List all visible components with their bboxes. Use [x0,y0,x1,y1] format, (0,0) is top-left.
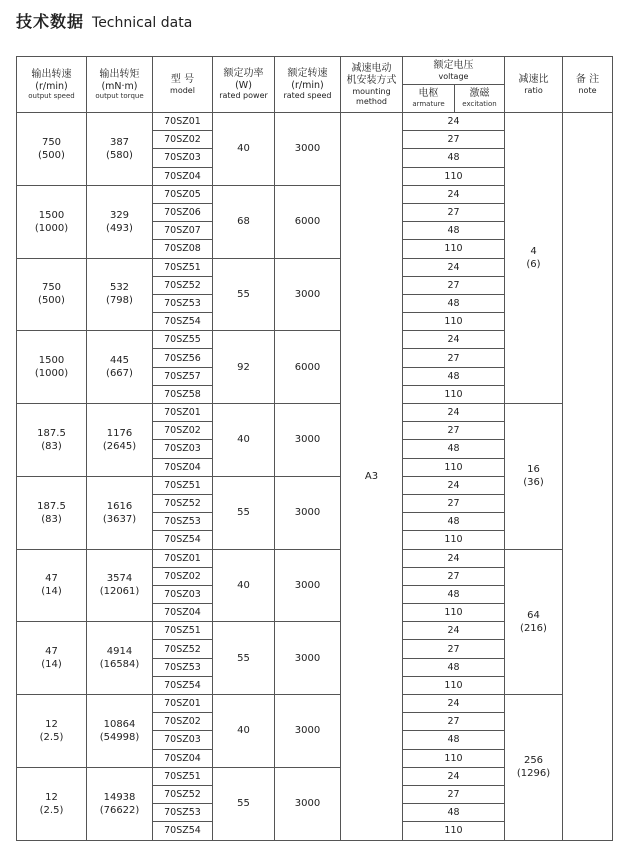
model-cell: 70SZ01 [153,549,213,567]
output-torque-cell [87,476,153,549]
model-cell: 70SZ52 [153,785,213,803]
output-torque-alt: (76622) [99,804,140,816]
armature-voltage-cell: 110 [403,385,505,403]
output-torque-cell [87,113,153,186]
model-cell: 70SZ01 [153,404,213,422]
armature-voltage-cell: 48 [403,149,505,167]
ratio-value: 4 [530,246,537,257]
output-speed-alt: (83) [41,513,62,525]
ratio-alt: (216) [520,622,547,634]
output-torque-cell [87,185,153,258]
output-torque-value: 14938 [103,791,136,803]
rated-speed-cell: 6000 [275,331,341,404]
output-torque-value: 10864 [103,718,136,730]
output-speed-alt: (83) [41,440,62,452]
output-speed-alt: (500) [38,295,65,307]
output-speed-alt: (2.5) [39,731,64,743]
armature-voltage-cell: 27 [403,640,505,658]
armature-voltage-cell: 110 [403,604,505,622]
header-excitation: 激磁 excitation [455,85,505,113]
output-torque-value: 532 [109,282,130,294]
title-chinese: 技术数据 [16,12,85,31]
armature-voltage-cell: 48 [403,804,505,822]
armature-voltage-cell: 48 [403,367,505,385]
output-speed-cell [17,549,87,622]
model-cell: 70SZ03 [153,731,213,749]
model-cell: 70SZ51 [153,767,213,785]
output-speed-cell [17,476,87,549]
armature-voltage-cell: 24 [403,549,505,567]
ratio-alt: (6) [526,259,541,270]
armature-voltage-cell: 27 [403,567,505,585]
output-speed-cell [17,404,87,477]
armature-voltage-cell: 110 [403,749,505,767]
ratio-cell [505,113,563,404]
armature-voltage-cell: 48 [403,585,505,603]
output-torque-value: 4914 [106,646,133,658]
model-cell: 70SZ01 [153,695,213,713]
model-cell: 70SZ04 [153,604,213,622]
rated-speed-cell: 3000 [275,549,341,622]
armature-voltage-cell: 27 [403,203,505,221]
output-speed-alt: (14) [41,586,62,598]
output-speed-value: 750 [41,282,62,294]
header-armature: 电枢 armature [403,85,455,113]
armature-voltage-cell: 110 [403,313,505,331]
output-speed-value: 750 [41,136,62,148]
ratio-cell [505,549,563,695]
model-cell: 70SZ04 [153,458,213,476]
output-speed-cell [17,113,87,186]
armature-voltage-cell: 110 [403,676,505,694]
rated-speed-cell: 3000 [275,622,341,695]
armature-voltage-cell: 27 [403,422,505,440]
model-cell: 70SZ06 [153,203,213,221]
armature-voltage-cell: 24 [403,622,505,640]
ratio-value: 64 [527,609,540,621]
ratio-alt: (36) [523,477,544,489]
model-cell: 70SZ54 [153,676,213,694]
output-speed-value: 1500 [38,355,65,367]
model-cell: 70SZ51 [153,476,213,494]
table-row [17,549,613,567]
model-cell: 70SZ01 [153,113,213,131]
armature-voltage-cell: 24 [403,258,505,276]
output-speed-alt: (1000) [34,222,69,234]
output-torque-value: 329 [109,209,130,221]
output-speed-value: 47 [45,573,58,585]
armature-voltage-cell: 48 [403,294,505,312]
output-speed-alt: (1000) [34,368,69,380]
model-cell: 70SZ54 [153,822,213,840]
output-speed-cell [17,331,87,404]
output-speed-cell [17,622,87,695]
page-title [16,9,192,33]
output-torque-value: 387 [109,136,130,148]
rated-power-cell: 40 [213,695,275,768]
output-torque-value: 1616 [106,500,133,512]
model-cell: 70SZ05 [153,185,213,203]
header-rated-power: 额定功率 (W) rated power [213,57,275,113]
rated-speed-cell: 3000 [275,404,341,477]
rated-speed-cell: 3000 [275,258,341,331]
rated-power-cell: 92 [213,331,275,404]
output-speed-cell [17,185,87,258]
ratio-cell [505,695,563,841]
output-torque-alt: (2645) [102,440,137,452]
model-cell: 70SZ02 [153,422,213,440]
header-output-torque: 输出转矩 (mN·m) output torque [87,57,153,113]
armature-voltage-cell: 24 [403,331,505,349]
armature-voltage-cell: 48 [403,222,505,240]
output-torque-cell [87,258,153,331]
armature-voltage-cell: 24 [403,476,505,494]
rated-power-cell: 68 [213,185,275,258]
output-torque-value: 3574 [106,573,133,585]
armature-voltage-cell: 48 [403,513,505,531]
armature-voltage-cell: 110 [403,240,505,258]
model-cell: 70SZ57 [153,367,213,385]
note-cell [563,113,613,841]
ratio-alt: (1296) [516,768,551,780]
armature-voltage-cell: 27 [403,276,505,294]
armature-voltage-cell: 27 [403,785,505,803]
output-torque-alt: (3637) [102,513,137,525]
armature-voltage-cell: 27 [403,349,505,367]
rated-power-cell: 40 [213,113,275,186]
output-torque-cell [87,331,153,404]
armature-voltage-cell: 48 [403,658,505,676]
model-cell: 70SZ54 [153,531,213,549]
model-cell: 70SZ51 [153,258,213,276]
rated-power-cell: 55 [213,622,275,695]
output-speed-cell [17,258,87,331]
output-torque-value: 445 [109,355,130,367]
output-torque-alt: (580) [106,149,133,161]
armature-voltage-cell: 24 [403,695,505,713]
rated-speed-cell: 3000 [275,476,341,549]
rated-power-cell: 40 [213,549,275,622]
armature-voltage-cell: 27 [403,713,505,731]
output-speed-alt: (2.5) [39,804,64,816]
title-english: Technical data [92,15,193,31]
armature-voltage-cell: 24 [403,185,505,203]
rated-power-cell: 55 [213,476,275,549]
rated-speed-cell: 6000 [275,185,341,258]
ratio-value: 16 [527,464,540,476]
model-cell: 70SZ52 [153,640,213,658]
armature-voltage-cell: 24 [403,404,505,422]
header-note: 备 注 note [563,57,613,113]
model-cell: 70SZ52 [153,494,213,512]
model-cell: 70SZ58 [153,385,213,403]
output-speed-value: 47 [45,646,58,658]
header-output-speed: 输出转速 (r/min) output speed [17,57,87,113]
model-cell: 70SZ08 [153,240,213,258]
output-torque-cell [87,549,153,622]
armature-voltage-cell: 48 [403,731,505,749]
output-torque-alt: (12061) [99,586,140,598]
table-row [17,695,613,713]
mounting-method-cell: A3 [341,113,403,841]
table-body [17,113,613,841]
rated-speed-cell: 3000 [275,695,341,768]
technical-data-table [16,56,613,841]
model-cell: 70SZ53 [153,513,213,531]
armature-voltage-cell: 110 [403,822,505,840]
model-cell: 70SZ53 [153,294,213,312]
header-ratio: 减速比 ratio [505,57,563,113]
model-cell: 70SZ56 [153,349,213,367]
model-cell: 70SZ54 [153,313,213,331]
output-speed-cell [17,767,87,840]
model-cell: 70SZ03 [153,149,213,167]
rated-power-cell: 55 [213,767,275,840]
output-torque-alt: (16584) [99,659,140,671]
rated-power-cell: 40 [213,404,275,477]
output-speed-value: 12 [45,718,58,730]
output-torque-alt: (667) [106,368,133,380]
ratio-cell [505,404,563,550]
model-cell: 70SZ53 [153,658,213,676]
output-torque-value: 1176 [106,427,133,439]
table-row [17,113,613,131]
output-torque-cell [87,695,153,768]
output-speed-value: 12 [45,791,58,803]
output-torque-alt: (493) [106,222,133,234]
armature-voltage-cell: 24 [403,767,505,785]
armature-voltage-cell: 110 [403,167,505,185]
armature-voltage-cell: 110 [403,531,505,549]
model-cell: 70SZ04 [153,749,213,767]
model-cell: 70SZ53 [153,804,213,822]
model-cell: 70SZ52 [153,276,213,294]
armature-voltage-cell: 110 [403,458,505,476]
output-torque-cell [87,622,153,695]
armature-voltage-cell: 24 [403,113,505,131]
output-torque-alt: (798) [106,295,133,307]
table-row [17,404,613,422]
rated-speed-cell: 3000 [275,113,341,186]
output-speed-alt: (500) [38,149,65,161]
model-cell: 70SZ02 [153,131,213,149]
header-rated-speed: 额定转速 (r/min) rated speed [275,57,341,113]
output-torque-cell [87,404,153,477]
header-rated-voltage: 额定电压 voltage [403,57,505,85]
output-speed-cell [17,695,87,768]
model-cell: 70SZ03 [153,585,213,603]
header-model: 型 号 model [153,57,213,113]
rated-power-cell: 55 [213,258,275,331]
armature-voltage-cell: 27 [403,131,505,149]
output-speed-alt: (14) [41,659,62,671]
model-cell: 70SZ55 [153,331,213,349]
model-cell: 70SZ03 [153,440,213,458]
model-cell: 70SZ51 [153,622,213,640]
model-cell: 70SZ07 [153,222,213,240]
model-cell: 70SZ02 [153,567,213,585]
output-speed-value: 187.5 [37,500,66,512]
output-speed-value: 187.5 [37,427,66,439]
model-cell: 70SZ02 [153,713,213,731]
model-cell: 70SZ04 [153,167,213,185]
armature-voltage-cell: 48 [403,440,505,458]
rated-speed-cell: 3000 [275,767,341,840]
output-torque-cell [87,767,153,840]
armature-voltage-cell: 27 [403,494,505,512]
output-torque-alt: (54998) [99,731,140,743]
output-speed-value: 1500 [38,209,65,221]
header-mounting-method: 减速电动 机安装方式 mounting method [341,57,403,113]
ratio-value: 256 [523,755,544,767]
